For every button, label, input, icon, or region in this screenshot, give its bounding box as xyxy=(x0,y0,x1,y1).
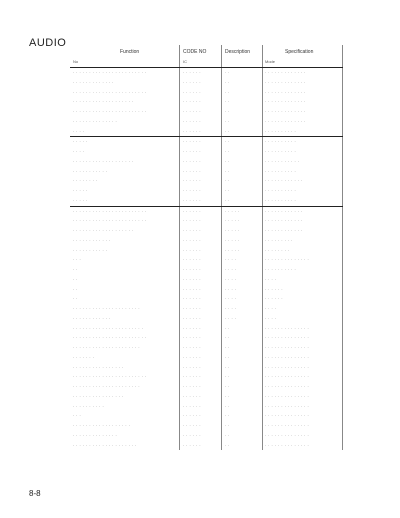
table-row xyxy=(70,343,343,353)
cell-code: · · · · · · xyxy=(183,129,202,134)
cell-description: · · xyxy=(225,119,231,124)
cell-description: · · · · · xyxy=(225,248,240,253)
table-row xyxy=(70,186,343,196)
table-section xyxy=(70,67,343,136)
cell-function: · · · · · · · · · · · xyxy=(73,169,108,174)
cell-description: · · · · xyxy=(225,287,237,292)
cell-code: · · · · · · xyxy=(183,198,202,203)
cell-function: · · · · · · · · · · · · · · · · · · · · · xyxy=(73,385,141,389)
cell-code: · · · · · · xyxy=(183,80,202,85)
cell-description: · · · · · xyxy=(225,238,240,243)
cell-function: · · · · · · · · · · · · · · · · · · · xyxy=(73,100,134,105)
cell-function: · · · · xyxy=(73,129,85,134)
cell-function: · · · · · · · · · · · xyxy=(73,248,108,253)
cell-description: · · xyxy=(225,159,231,164)
page-number: 8-8 xyxy=(29,489,41,498)
cell-specification: · · · · · · · · · · xyxy=(265,268,297,272)
cell-description: · · xyxy=(225,346,231,350)
cell-code: · · · · · · xyxy=(183,100,202,105)
table-row xyxy=(70,353,343,363)
cell-specification: · · · · · · · · · · xyxy=(265,140,297,145)
cell-code: · · · · · · xyxy=(183,375,202,380)
cell-specification: · · · · · · · · · · · · · xyxy=(265,110,306,114)
header-function: Function xyxy=(120,49,140,55)
cell-specification: · · · · · · · · · · xyxy=(265,169,297,174)
cell-function: · · · · · · · · · · · · · · · · xyxy=(73,365,124,370)
cell-description: · · xyxy=(225,424,231,428)
table-row xyxy=(70,137,343,147)
cell-function: · · · · · · · · · · · · · · · · · · · · · · · xyxy=(73,110,147,114)
cell-function: · · · · · xyxy=(73,140,88,145)
table-row xyxy=(70,372,343,382)
cell-specification: · · · · · · · · · · · · · · xyxy=(265,385,310,389)
cell-specification: · · · · · · · · · · xyxy=(265,150,297,154)
cell-function: · · · · · · · · · · · · · · · · · · · · · · · xyxy=(73,375,147,380)
cell-specification: · · · · · · xyxy=(265,297,284,302)
cell-specification: · · · · · · · · · · · · · xyxy=(265,71,306,75)
table-row xyxy=(70,275,343,285)
subheader-specification: Mode xyxy=(265,59,276,64)
cell-specification: · · · · · · · · · · · · · · xyxy=(265,346,310,350)
cell-description: · · · · xyxy=(225,277,237,282)
cell-code: · · · · · · xyxy=(183,179,202,184)
cell-description: · · · · · xyxy=(225,229,240,233)
cell-description: · · xyxy=(225,150,231,154)
cell-function: · · · · · · · · · · · · · · · · · · · · · · · xyxy=(73,90,147,95)
cell-description: · · · · · xyxy=(225,219,240,224)
cell-code: · · · · · · xyxy=(183,287,202,292)
cell-function: · · xyxy=(73,268,79,272)
table-row xyxy=(70,392,343,402)
cell-function: · · · · · · · · · · · · · · · · · · · · · · · xyxy=(73,336,147,341)
cell-specification: · · · · · · · · · · · · · · xyxy=(265,394,310,399)
cell-description: · · xyxy=(225,336,231,341)
cell-specification: · · · · · · · · xyxy=(265,248,290,253)
table-row xyxy=(70,207,343,217)
cell-description: · · xyxy=(225,90,231,95)
cell-code: · · · · · · xyxy=(183,238,202,243)
cell-specification: · · · · · · · · · · · · · · xyxy=(265,375,310,380)
cell-specification: · · · · · · · · · xyxy=(265,238,293,243)
cell-description: · · · · xyxy=(225,258,237,263)
table-row xyxy=(70,421,343,431)
table-row xyxy=(70,97,343,107)
cell-description: · · xyxy=(225,404,231,409)
cell-code: · · · · · · xyxy=(183,209,202,214)
cell-description: · · xyxy=(225,394,231,399)
cell-function: · · xyxy=(73,277,79,282)
cell-description: · · · · · xyxy=(225,209,240,214)
table-row xyxy=(70,382,343,392)
table-row xyxy=(70,68,343,78)
cell-description: · · xyxy=(225,375,231,380)
cell-code: · · · · · · xyxy=(183,424,202,428)
cell-specification: · · · · · · · · · · · · · · xyxy=(265,258,310,263)
cell-function: · · · · · · · · · · · · · · · · · · · · · · · xyxy=(73,209,147,214)
table-row xyxy=(70,246,343,256)
cell-specification: · · · · · · · · · · · · · xyxy=(265,80,306,85)
cell-function: · · · · · · · · · · · · · · · · · · · · · xyxy=(73,346,141,350)
cell-function: · · · · xyxy=(73,150,85,154)
cell-specification: · · · · · · · · · · xyxy=(265,189,297,193)
cell-function: · · · · · · · · · · · · · · · · · · · · · · xyxy=(73,326,144,331)
cell-code: · · · · · · xyxy=(183,414,202,419)
table-row xyxy=(70,324,343,334)
table-row xyxy=(70,265,343,275)
table-section xyxy=(70,206,343,451)
cell-specification: · · · · · · · · · · · · · · xyxy=(265,355,310,360)
cell-description: · · xyxy=(225,198,231,203)
cell-code: · · · · · · xyxy=(183,346,202,350)
cell-function: · · · · · · · · · · · · · · · · · · · · · · · xyxy=(73,71,147,75)
cell-description: · · xyxy=(225,189,231,193)
cell-specification: · · · · · · · · · · · · · xyxy=(265,119,306,124)
header-description: Description xyxy=(225,49,251,55)
cell-function: · · · · · · · · · · · · · · xyxy=(73,119,118,124)
spec-table xyxy=(70,45,343,450)
table-row xyxy=(70,88,343,98)
table-row xyxy=(70,431,343,441)
cell-code: · · · · · · xyxy=(183,169,202,174)
cell-description: · · xyxy=(225,179,231,184)
table-row xyxy=(70,363,343,373)
cell-code: · · · · · · xyxy=(183,219,202,224)
cell-function: · · · · · xyxy=(73,189,88,193)
cell-specification: · · · · · · · · · · · xyxy=(265,159,300,164)
cell-code: · · · · · · xyxy=(183,297,202,302)
table-row xyxy=(70,196,343,206)
header-code: CODE NO xyxy=(183,49,207,55)
cell-description: · · xyxy=(225,365,231,370)
cell-description: · · xyxy=(225,80,231,85)
cell-code: · · · · · · xyxy=(183,150,202,154)
table-row xyxy=(70,294,343,304)
cell-code: · · · · · · xyxy=(183,90,202,95)
subheader-function: No xyxy=(73,59,79,64)
cell-specification: · · · · · · · · · · xyxy=(265,198,297,203)
cell-specification: · · · · · · xyxy=(265,287,284,292)
table-row xyxy=(70,236,343,246)
cell-function: · · · · · · · · · · · · · · · · · · · xyxy=(73,159,134,164)
table-row xyxy=(70,255,343,265)
cell-code: · · · · · · xyxy=(183,433,202,438)
table-header xyxy=(70,45,343,67)
cell-code: · · · · · · xyxy=(183,326,202,331)
cell-function: · · · · · · · · · · xyxy=(73,404,105,409)
cell-code: · · · · · · xyxy=(183,248,202,253)
table-row xyxy=(70,314,343,324)
cell-specification: · · · · · · · · · · · · · · xyxy=(265,414,310,419)
table-row xyxy=(70,333,343,343)
table-row xyxy=(70,147,343,157)
table-row xyxy=(70,441,343,451)
cell-description: · · xyxy=(225,385,231,389)
cell-description: · · xyxy=(225,140,231,145)
table-row xyxy=(70,402,343,412)
table-row xyxy=(70,157,343,167)
table-row xyxy=(70,127,343,137)
cell-function: · · xyxy=(73,297,79,302)
cell-description: · · · · xyxy=(225,297,237,302)
cell-description: · · · · xyxy=(225,316,237,321)
cell-specification: · · · · · · · · · · · · · xyxy=(265,100,306,105)
cell-specification: · · · · xyxy=(265,277,277,282)
cell-function: · · · · · · · xyxy=(73,355,95,360)
cell-function: · · · xyxy=(73,258,82,263)
table-row xyxy=(70,411,343,421)
cell-code: · · · · · · xyxy=(183,258,202,263)
table-row xyxy=(70,167,343,177)
cell-code: · · · · · · xyxy=(183,229,202,233)
cell-function: · · · · · · · · xyxy=(73,179,98,184)
cell-description: · · · · xyxy=(225,268,237,272)
cell-code: · · · · · · xyxy=(183,71,202,75)
cell-specification: · · · · xyxy=(265,307,277,311)
cell-function: · · · · · · · · · · · · · · xyxy=(73,433,118,438)
cell-description: · · xyxy=(225,71,231,75)
cell-specification: · · · · xyxy=(265,316,277,321)
cell-function: · · · · · · · · · · · · · xyxy=(73,80,114,85)
cell-description: · · xyxy=(225,110,231,114)
cell-specification: · · · · · · · · · · · · · · xyxy=(265,326,310,331)
cell-code: · · · · · · xyxy=(183,268,202,272)
cell-specification: · · · · · · · · · · · · · · xyxy=(265,336,310,341)
table-row xyxy=(70,117,343,127)
subheader-code: IC xyxy=(183,59,187,64)
cell-code: · · · · · · xyxy=(183,443,202,448)
cell-function: · · · · · · · · · · · · · · · · · · · xyxy=(73,229,134,233)
cell-code: · · · · · · xyxy=(183,316,202,321)
cell-code: · · · · · · xyxy=(183,307,202,311)
cell-description: · · xyxy=(225,433,231,438)
cell-code: · · · · · · xyxy=(183,159,202,164)
cell-function: · · · · · xyxy=(73,198,88,203)
table-row xyxy=(70,285,343,295)
cell-specification: · · · · · · · · · · · · · · xyxy=(265,365,310,370)
cell-specification: · · · · · · · · · · · · xyxy=(265,229,303,233)
cell-code: · · · · · · xyxy=(183,385,202,389)
cell-description: · · · · xyxy=(225,307,237,311)
table-section xyxy=(70,136,343,205)
cell-code: · · · · · · xyxy=(183,119,202,124)
cell-specification: · · · · · · · · · · · · · · xyxy=(265,433,310,438)
cell-description: · · xyxy=(225,355,231,360)
cell-code: · · · · · · xyxy=(183,277,202,282)
cell-code: · · · · · · xyxy=(183,365,202,370)
table-row xyxy=(70,176,343,186)
header-specification: Specification xyxy=(285,49,314,55)
table-row xyxy=(70,216,343,226)
cell-code: · · · · · · xyxy=(183,336,202,341)
table-row xyxy=(70,107,343,117)
table-row xyxy=(70,304,343,314)
cell-function: · · · · · · · · · · · · xyxy=(73,316,111,321)
cell-function: · · · · · · · · · · · · · · · · · · xyxy=(73,424,131,428)
cell-description: · · xyxy=(225,169,231,174)
cell-code: · · · · · · xyxy=(183,189,202,193)
cell-description: · · xyxy=(225,443,231,448)
cell-code: · · · · · · xyxy=(183,404,202,409)
cell-function: · · · xyxy=(73,414,82,419)
cell-code: · · · · · · xyxy=(183,394,202,399)
cell-specification: · · · · · · · · · · · · · · xyxy=(265,404,310,409)
cell-function: · · · · · · · · · · · · · · · · · · · · xyxy=(73,443,137,448)
cell-specification: · · · · · · · · · · xyxy=(265,129,297,134)
cell-specification: · · · · · · · · · · · · xyxy=(265,209,303,214)
cell-function: · · · · · · · · · · · · · · · · · · · · · · · xyxy=(73,219,147,224)
cell-description: · · xyxy=(225,129,231,134)
cell-function: · · · · · · · · · · · · · · · · · · · · · xyxy=(73,307,141,311)
table-row xyxy=(70,226,343,236)
cell-specification: · · · · · · · · · · · · · · xyxy=(265,424,310,428)
cell-specification: · · · · · · · · · · · · xyxy=(265,179,303,184)
cell-description: · · xyxy=(225,326,231,331)
cell-code: · · · · · · xyxy=(183,140,202,145)
cell-function: · · · · · · · · · · · · · · · · xyxy=(73,394,124,399)
cell-specification: · · · · · · · · · · · · · · xyxy=(265,443,310,448)
cell-code: · · · · · · xyxy=(183,110,202,114)
table-row xyxy=(70,78,343,88)
cell-function: · · · · · · · · · · · · xyxy=(73,238,111,243)
cell-description: · · xyxy=(225,414,231,419)
page-title: AUDIO xyxy=(29,37,67,49)
cell-description: · · xyxy=(225,100,231,105)
cell-specification: · · · · · · · · · · · · · xyxy=(265,90,306,95)
cell-code: · · · · · · xyxy=(183,355,202,360)
cell-function: · · xyxy=(73,287,79,292)
cell-specification: · · · · · · · · · · · · xyxy=(265,219,303,224)
